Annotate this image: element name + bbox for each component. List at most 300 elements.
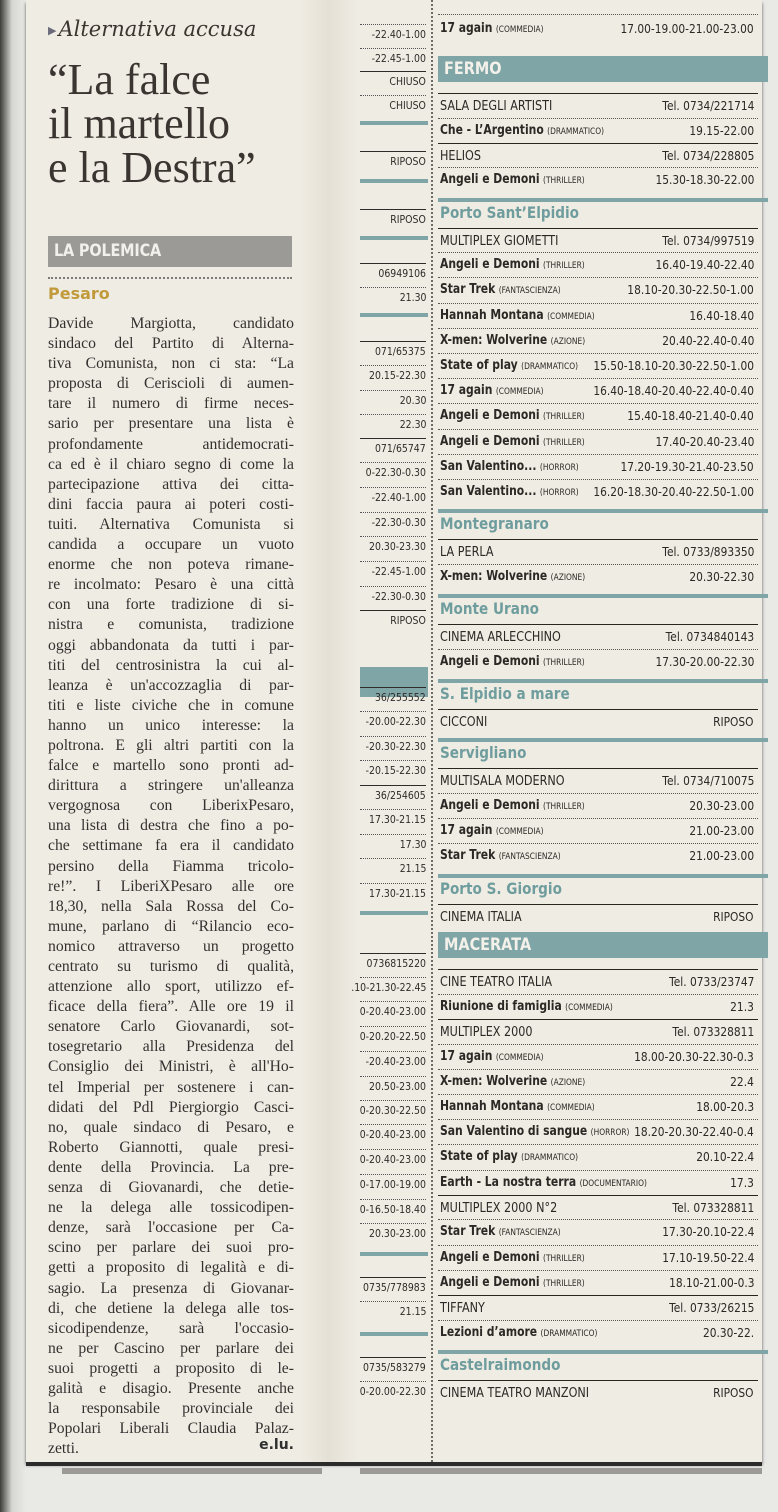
partial-listing-value: -22.30-0.30: [371, 516, 426, 529]
film-title-text: San Valentino...: [440, 458, 537, 474]
article-body-line: tiva Comunista, non ci sta: “La: [48, 355, 294, 373]
partial-listing-value: 20.50-23.00: [369, 1080, 426, 1093]
row-separator: [438, 539, 758, 540]
partial-listing-value: 0-20.40-23.00: [359, 1005, 426, 1018]
venue-phone-or-status: Tel. 0734/997519: [661, 232, 754, 248]
row-separator: [438, 904, 758, 905]
row-separator: [360, 536, 426, 537]
film-title: [440, 569, 585, 584]
venue-phone-or-status: RIPOSO: [713, 908, 754, 924]
dotted-divider: [48, 277, 292, 279]
article-body-line: Popolari Liberali Claudia Palaz-: [48, 1420, 294, 1438]
article-body-line: tuiti. Alternativa Comunista si: [48, 515, 294, 533]
article-body-line: titi del centrosinistra la cui al-: [48, 656, 294, 674]
film-title-text: Angeli e Demoni: [440, 653, 540, 669]
row-separator: [360, 760, 426, 761]
row-separator: [360, 341, 426, 342]
film-title-text: X-men: Wolverine: [440, 568, 548, 584]
film-times: 16.40-18.40: [689, 307, 754, 323]
section-bar: [360, 313, 428, 317]
partial-listing-value: RIPOSO: [390, 614, 426, 627]
film-row: [438, 431, 778, 451]
film-times: 15.50-18.10-20.30-22.50-1.00: [593, 358, 754, 373]
row-separator: [438, 93, 758, 94]
film-title: [440, 172, 585, 187]
film-row: [438, 305, 778, 325]
film-title: [440, 1325, 597, 1340]
article-body-line: che settimane fa era il candidato: [48, 837, 294, 855]
row-separator: [360, 462, 426, 463]
partial-listing-value: 20.30: [399, 394, 426, 407]
row-separator: [360, 414, 426, 415]
film-row: [438, 566, 778, 586]
film-row: [438, 1046, 778, 1066]
row-separator: [360, 151, 426, 152]
film-title: [440, 1049, 543, 1064]
film-row: [438, 1121, 778, 1141]
region-header: [438, 932, 768, 958]
film-title: [440, 1149, 578, 1164]
film-times: 20.40-22.40-0.40: [661, 332, 754, 348]
film-title: [440, 1224, 561, 1239]
film-title-text: Hannah Montana: [440, 307, 544, 323]
venue-row: [438, 626, 778, 646]
row-separator: [438, 768, 758, 769]
film-title: [440, 21, 543, 36]
article-body-line: oggi abbandonata da tutti i par-: [48, 636, 294, 654]
region-name: FERMO: [444, 59, 502, 79]
town-name: S. Elpidio a mare: [440, 683, 570, 703]
film-title: [440, 459, 579, 474]
film-title-text: Angeli e Demoni: [440, 408, 540, 424]
partial-listing-value: 17.30: [399, 838, 426, 851]
film-title-text: Che - L’Argentino: [440, 122, 544, 138]
article-body-line: ca ed è il chiaro segno di come la: [48, 455, 294, 473]
article-body-line: tel Imperial per sostenere i can-: [48, 1078, 294, 1096]
film-genre: (THRILLER): [543, 412, 585, 423]
venue-name: MULTIPLEX 2000 N°2: [440, 1199, 558, 1216]
row-separator: [438, 1144, 758, 1145]
page-bottom-edge: [26, 1462, 762, 1466]
film-title: [440, 823, 543, 838]
row-separator: [438, 353, 758, 354]
row-separator: [438, 1019, 758, 1020]
article-body-line: sagio. La presenza di Giovanar-: [48, 1279, 294, 1297]
article-body-line: leanza è un'accozzaglia di par-: [48, 676, 294, 694]
row-separator: [438, 649, 758, 650]
film-title: [440, 1124, 629, 1139]
row-separator: [438, 793, 758, 794]
article-body-line: denze, sarà l'occasione per Ca-: [48, 1219, 294, 1237]
town-name: Montegranaro: [440, 514, 549, 534]
film-row: [438, 1247, 778, 1267]
article-body-line: Davide Margiotta, candidato: [48, 315, 294, 332]
film-title-text: X-men: Wolverine: [440, 332, 548, 348]
film-times: 16.40-18.40-20.40-22.40-0.40: [593, 383, 754, 399]
partial-listing-value: 0-20.20-22.50: [359, 1030, 426, 1043]
article-body-line: senza di Giovanardi, che detie-: [48, 1179, 294, 1197]
film-genre: (THRILLER): [543, 437, 585, 448]
article-body-line: sindaco del Partito di Alterna-: [48, 335, 294, 353]
film-row: [438, 380, 778, 400]
headline-line: “La falce: [48, 55, 211, 104]
venue-name: HELIOS: [440, 147, 481, 164]
row-separator: [360, 95, 426, 96]
town-name: Castelraimondo: [440, 1354, 561, 1374]
film-genre: (HORROR): [539, 488, 579, 498]
film-genre: (HORROR): [539, 462, 579, 473]
row-separator: [360, 390, 426, 391]
article-body-line: dini faccia paura ai poteri costi-: [48, 495, 294, 513]
film-genre: (DRAMMATICO): [521, 1153, 579, 1164]
region-header: [438, 56, 768, 82]
partial-listing-value: 20.30-23.30: [369, 540, 426, 553]
article-kicker: [48, 17, 256, 41]
film-title-text: State of play: [440, 1149, 518, 1165]
partial-listing-value: -22.30-0.30: [371, 590, 426, 603]
article-body-line: Consiglio dei Ministri, è all'Ho-: [48, 1058, 294, 1076]
film-title-text: 17 again: [440, 823, 493, 839]
row-separator: [360, 1026, 426, 1027]
film-genre: (COMMEDIA): [547, 1103, 595, 1113]
venue-phone-or-status: Tel. 0734/221714: [661, 98, 754, 113]
partial-listing-value: -22.40-1.00: [371, 491, 426, 504]
partial-listing-value: CHIUSO: [389, 99, 426, 112]
film-row: [438, 120, 778, 140]
film-title-text: 17 again: [440, 21, 493, 36]
film-row: [438, 330, 778, 350]
film-genre: (COMMEDIA): [495, 827, 544, 838]
section-bar: [360, 121, 428, 125]
film-title-text: Star Trek: [440, 848, 496, 864]
listings-bottom-rule: [360, 1468, 762, 1474]
row-separator: [438, 167, 758, 168]
film-times: 18.00-20.30-22.30-0.3: [634, 1048, 754, 1064]
film-title: [440, 484, 579, 499]
partial-listing-value: -20.30-22.30: [365, 740, 426, 753]
film-row: [438, 254, 778, 274]
film-times: 21.00-23.00: [689, 823, 754, 839]
headline-line: e la Destra”: [48, 143, 256, 192]
column-dotted-separator: [431, 0, 433, 1462]
article-body-line: sario per presentare una lista è: [48, 415, 294, 433]
article-body-line: tare il numero di firme neces-: [48, 395, 294, 413]
venue-name: CICCONI: [440, 713, 488, 730]
row-separator: [438, 1094, 758, 1095]
venue-phone-or-status: RIPOSO: [713, 713, 754, 729]
film-title: [440, 434, 585, 449]
article-body-line: profondamente antidemocrati-: [48, 435, 294, 453]
article-body-line: con una forte tradizione di si-: [48, 596, 294, 614]
article-body-line: attenzione allo sport, utilizzo ef-: [48, 978, 294, 996]
article-body-line: titi e liste civiche che in comune: [48, 696, 294, 714]
film-times: 18.20-20.30-22.40-0.4: [634, 1124, 754, 1140]
article: [48, 0, 298, 1460]
row-separator: [360, 1357, 426, 1358]
row-separator: [360, 48, 426, 49]
film-title-text: Angeli e Demoni: [440, 1249, 540, 1265]
film-row: [438, 1322, 778, 1342]
row-separator: [438, 564, 758, 565]
film-times: 17.40-20.40-23.40: [655, 433, 754, 449]
row-separator: [360, 1381, 426, 1382]
region-name: MACERATA: [444, 935, 532, 956]
kicker-text: Alternativa accusa: [58, 17, 257, 41]
article-body-line: didati del Pdl Piergiorgio Casci-: [48, 1098, 294, 1116]
film-title: [440, 358, 578, 373]
film-row: [438, 279, 778, 299]
partial-listing-value: -22.45-1.00: [371, 565, 426, 578]
partial-listing-column: [350, 0, 428, 1462]
article-body-line: proposta di Ceriscioli di aumen-: [48, 375, 294, 393]
film-genre: (THRILLER): [543, 1278, 585, 1289]
row-separator: [360, 834, 426, 835]
film-row: [438, 481, 778, 501]
film-genre: (DRAMMATICO): [547, 126, 605, 137]
row-separator: [360, 1301, 426, 1302]
film-times: 17.00-19.00-21.00-23.00: [620, 21, 754, 36]
row-separator: [360, 24, 426, 25]
page-fold: [300, 0, 358, 1462]
partial-listing-value: 17.30-21.15: [369, 813, 426, 826]
article-body-line: no, quale sindaco di Pesaro, e: [48, 1118, 294, 1136]
venue-row: [438, 711, 778, 731]
film-genre: (THRILLER): [543, 1253, 585, 1264]
film-row: [438, 18, 778, 38]
partial-listing-value: -20.40-23.00: [365, 1055, 426, 1068]
row-separator: [438, 378, 758, 379]
partial-listing-value: 21.15: [399, 862, 426, 875]
article-body-line: dente della Provincia. La pre-: [48, 1158, 294, 1176]
venue-phone-or-status: Tel. 0733/23747: [668, 974, 754, 990]
film-times: 17.30-20.10-22.4: [661, 1224, 754, 1240]
row-separator: [360, 561, 426, 562]
row-separator: [438, 1320, 758, 1321]
venue-name: TIFFANY: [440, 1300, 485, 1316]
film-row: [438, 996, 778, 1016]
film-row: [438, 1146, 778, 1166]
article-body-line: hanno un unico interesse: la: [48, 716, 294, 734]
film-times: 17.10-19.50-22.4: [661, 1249, 754, 1265]
row-separator: [360, 438, 426, 439]
dateline: Pesaro: [48, 284, 110, 303]
row-separator: [360, 1199, 426, 1200]
film-title: [440, 308, 595, 323]
film-times: 20.30-22.: [702, 1324, 754, 1340]
partial-listing-value: 0-17.00-19.00: [359, 1178, 426, 1191]
film-title-text: Angeli e Demoni: [440, 257, 540, 273]
row-separator: [360, 263, 426, 264]
partial-listing-value: 36/255552: [375, 691, 426, 704]
partial-listing-value: 21.30: [399, 291, 426, 304]
film-title-text: 17 again: [440, 383, 493, 399]
film-title: [440, 848, 561, 863]
row-separator: [360, 365, 426, 366]
article-body-line: re!”. I LiberiXPesaro alle ore: [48, 877, 294, 895]
film-row: [438, 405, 778, 425]
film-title-text: Angeli e Demoni: [440, 433, 540, 449]
article-body-line: la responsabile provinciale dei: [48, 1400, 294, 1418]
article-body-line: scino per parlare dei suoi pro-: [48, 1239, 294, 1257]
film-row: [438, 355, 778, 375]
venue-row: [438, 770, 778, 790]
row-separator: [438, 818, 758, 819]
row-separator: [360, 785, 426, 786]
film-title: [440, 333, 585, 348]
film-row: [438, 795, 778, 815]
article-bottom-rule: [62, 1468, 322, 1474]
venue-row: [438, 1382, 778, 1402]
town-bar: [438, 738, 768, 742]
film-times: 15.40-18.40-21.40-0.40: [627, 408, 754, 424]
triangle-bullet-icon: ▶: [48, 24, 57, 37]
row-separator: [438, 479, 758, 480]
film-title: [440, 654, 585, 669]
venue-phone-or-status: Tel. 0733/26215: [668, 1300, 754, 1315]
section-bar: [360, 911, 428, 915]
film-genre: (AZIONE): [550, 336, 586, 347]
row-separator: [360, 1076, 426, 1077]
venue-name: CINE TEATRO ITALIA: [440, 974, 553, 991]
row-separator: [438, 1380, 758, 1381]
film-row: [438, 456, 778, 476]
venue-phone-or-status: Tel. 073328811: [672, 1024, 754, 1039]
venue-name: MULTISALA MODERNO: [440, 773, 565, 790]
rubric-label: LA POLEMICA: [54, 241, 162, 261]
film-title: [440, 1275, 585, 1290]
row-separator: [438, 969, 758, 970]
partial-listing-value: 06949106: [378, 267, 426, 280]
film-row: [438, 1272, 778, 1292]
film-title-text: Angeli e Demoni: [440, 798, 540, 813]
town-header: [438, 594, 768, 620]
film-times: 21.00-23.00: [689, 848, 754, 864]
row-separator: [438, 1069, 758, 1070]
article-body-line: mune, parlano di “Rilancio eco-: [48, 917, 294, 935]
rubric-banner: [48, 236, 292, 267]
article-body-line: vergognosa con LiberixPesaro,: [48, 797, 294, 815]
film-title-text: Lezioni d’amore: [440, 1324, 538, 1340]
venue-row: [438, 971, 778, 991]
article-body-line: suoi progetti a proposito di le-: [48, 1359, 294, 1377]
film-title-text: Angeli e Demoni: [440, 1274, 540, 1290]
film-genre: (FANTASCIENZA): [498, 286, 561, 297]
row-separator: [438, 843, 758, 844]
row-separator: [360, 711, 426, 712]
town-header: [438, 679, 768, 705]
article-body-line: senatore Carlo Giovanardi, sot-: [48, 1018, 294, 1036]
film-title-text: Star Trek: [440, 282, 496, 298]
row-separator: [438, 1295, 758, 1296]
row-separator: [360, 1001, 426, 1002]
partial-listing-value: -20.00-22.30: [365, 715, 426, 728]
venue-row: [438, 95, 778, 115]
film-title-text: 17 again: [440, 1048, 493, 1064]
row-separator: [360, 977, 426, 978]
row-separator: [438, 328, 758, 329]
film-title: [440, 1175, 647, 1190]
section-bar: [360, 1252, 428, 1256]
venue-phone-or-status: RIPOSO: [713, 1384, 754, 1400]
partial-listing-value: 0-22.30-0.30: [365, 466, 426, 479]
town-bar: [438, 509, 768, 513]
section-bar: [360, 236, 428, 240]
venue-row: [438, 906, 778, 926]
venue-name: CINEMA TEATRO MANZONI: [440, 1384, 590, 1401]
row-separator: [360, 1223, 426, 1224]
film-genre: (AZIONE): [550, 1077, 586, 1088]
venue-row: [438, 1297, 778, 1317]
town-header: [438, 1350, 768, 1376]
row-separator: [360, 953, 426, 954]
film-title-text: Angeli e Demoni: [440, 172, 540, 188]
film-genre: (FANTASCIENZA): [498, 852, 561, 863]
partial-listing-value: 0-20.40-23.00: [359, 1128, 426, 1141]
article-body-line: candida a occupare un vuoto: [48, 536, 294, 554]
film-genre: (COMMEDIA): [547, 311, 595, 322]
row-separator: [438, 1170, 758, 1171]
partial-listing-value: 0-20.00-22.30: [359, 1385, 426, 1398]
venue-phone-or-status: Tel. 073328811: [672, 1199, 754, 1215]
partial-listing-value: 0735/583279: [363, 1361, 426, 1374]
film-times: 18.10-20.30-22.50-1.00: [627, 282, 754, 298]
article-body-line: re incolmato: Pesaro è una città: [48, 576, 294, 594]
film-title: [440, 1099, 595, 1114]
film-genre: (THRILLER): [543, 176, 585, 187]
film-genre: (DOCUMENTARIO): [579, 1178, 647, 1189]
film-times: 21.3: [730, 998, 754, 1014]
film-times: 20.30-22.30: [689, 568, 754, 584]
partial-listing-value: 0-16.50-18.40: [359, 1203, 426, 1216]
film-times: 17.3: [730, 1174, 754, 1190]
row-separator: [438, 1219, 758, 1220]
partial-listing-value: 071/65747: [375, 442, 426, 455]
article-body-line: sicodipendenze, sarà l'occasio-: [48, 1319, 294, 1337]
town-header: [438, 874, 768, 900]
row-separator: [438, 252, 758, 253]
article-body: [48, 314, 294, 1459]
town-bar: [438, 679, 768, 683]
article-body-line: dirittura a stringere un'alleanza: [48, 777, 294, 795]
film-genre: (COMMEDIA): [495, 387, 544, 398]
partial-listing-value: -22.40-1.00: [371, 28, 426, 41]
film-title-text: X-men: Wolverine: [440, 1073, 548, 1089]
film-title: [440, 1074, 585, 1089]
film-row: [438, 1071, 778, 1091]
article-body-line: zetti.: [48, 1440, 79, 1458]
article-body-line: nomico attraverso un progetto: [48, 937, 294, 955]
row-separator: [360, 209, 426, 210]
row-separator: [360, 883, 426, 884]
row-separator: [360, 1174, 426, 1175]
film-row: [438, 651, 778, 671]
film-genre: (AZIONE): [550, 572, 586, 583]
row-separator: [360, 858, 426, 859]
article-body-line: una lista di destra che fino a po-: [48, 817, 294, 835]
article-body-line: enorme che non poteva rimane-: [48, 556, 294, 574]
row-separator: [438, 994, 758, 995]
town-header: [438, 198, 768, 224]
film-title-text: Star Trek: [440, 1224, 496, 1240]
film-times: 17.20-19.30-21.40-23.50: [620, 458, 754, 474]
film-times: 22.4: [730, 1073, 754, 1089]
film-genre: (FANTASCIENZA): [498, 1228, 561, 1239]
film-title: [440, 383, 543, 398]
film-title: [440, 408, 585, 423]
town-bar: [438, 594, 768, 598]
row-separator: [438, 1270, 758, 1271]
article-body-line: nistra e comunista, tradizione: [48, 616, 294, 634]
